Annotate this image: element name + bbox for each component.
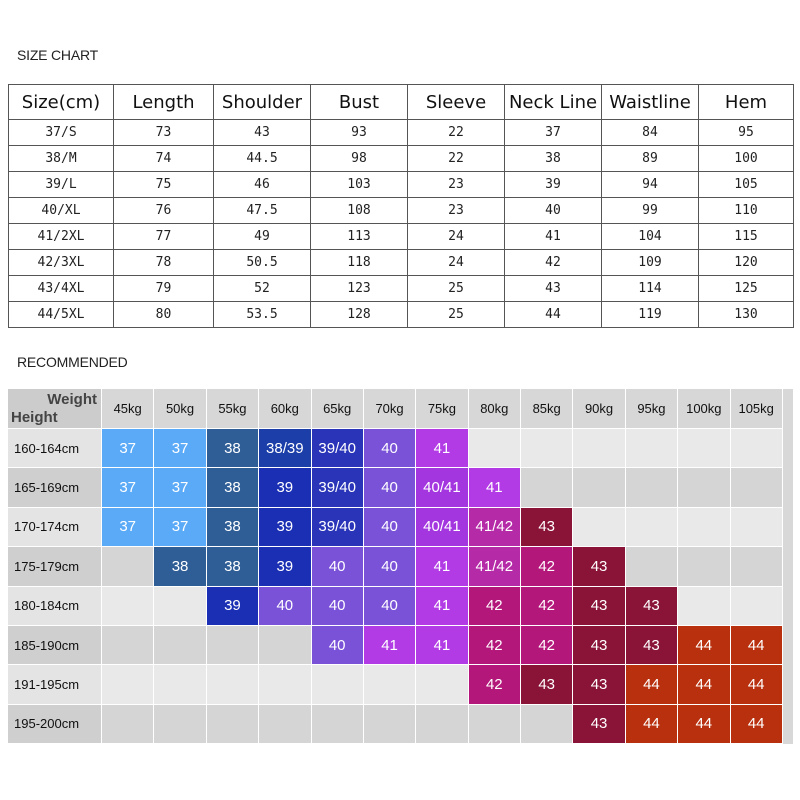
empty-cell [259,665,311,704]
height-header: 195-200cm [8,705,102,744]
size-chart-header: Length [114,85,214,120]
empty-cell [154,665,206,704]
size-cell: 38 [207,468,259,507]
size-cell: 42 [469,587,521,626]
empty-cell [469,429,521,468]
size-cell: 43 [626,587,678,626]
weight-header: 50kg [154,389,206,429]
height-axis-label: Height [11,409,58,426]
table-cell: 43 [214,120,311,146]
weight-header: 55kg [207,389,259,429]
size-cell: 43 [626,626,678,665]
size-cell: 40 [312,626,364,665]
table-cell: 89 [602,146,699,172]
empty-cell [573,508,625,547]
table-cell: 37 [505,120,602,146]
table-cell: 39/L [9,172,114,198]
table-cell: 110 [699,198,794,224]
table-cell: 114 [602,276,699,302]
size-cell: 44 [731,626,783,665]
size-cell: 41 [416,626,468,665]
empty-cell [207,665,259,704]
size-cell: 44 [731,705,783,744]
size-cell: 37 [154,508,206,547]
size-cell: 44 [678,665,730,704]
size-cell: 39 [259,547,311,586]
size-cell: 41 [416,429,468,468]
table-cell: 75 [114,172,214,198]
table-cell: 120 [699,250,794,276]
size-cell: 37 [102,429,154,468]
table-row [9,302,794,328]
table-cell: 44.5 [214,146,311,172]
size-cell: 44 [626,705,678,744]
empty-cell [469,705,521,744]
table-cell: 42/3XL [9,250,114,276]
height-header: 180-184cm [8,587,102,626]
empty-cell [731,468,783,507]
size-cell: 41 [416,587,468,626]
table-cell: 80 [114,302,214,328]
size-cell: 44 [626,665,678,704]
size-chart-body [9,120,794,328]
table-cell: 104 [602,224,699,250]
table-row [9,172,794,198]
empty-cell [731,587,783,626]
table-cell: 44/5XL [9,302,114,328]
size-chart-header: Shoulder [214,85,311,120]
empty-cell [102,587,154,626]
weight-header: 45kg [102,389,154,429]
table-cell: 109 [602,250,699,276]
empty-cell [312,705,364,744]
empty-cell [207,705,259,744]
empty-cell [416,705,468,744]
weight-header: 90kg [573,389,625,429]
size-cell: 42 [521,587,573,626]
table-cell: 37/S [9,120,114,146]
size-cell: 39 [207,587,259,626]
size-cell: 42 [521,547,573,586]
table-cell: 46 [214,172,311,198]
table-cell: 94 [602,172,699,198]
table-cell: 22 [408,146,505,172]
empty-cell [626,429,678,468]
size-cell: 40 [364,508,416,547]
height-header: 160-164cm [8,429,102,468]
table-cell: 128 [311,302,408,328]
table-cell: 123 [311,276,408,302]
size-cell: 43 [573,626,625,665]
table-cell: 73 [114,120,214,146]
empty-cell [678,508,730,547]
table-cell: 125 [699,276,794,302]
empty-cell [731,508,783,547]
size-cell: 40 [259,587,311,626]
empty-cell [102,665,154,704]
table-cell: 43 [505,276,602,302]
size-cell: 39 [259,508,311,547]
empty-cell [521,429,573,468]
table-row [9,198,794,224]
table-cell: 42 [505,250,602,276]
empty-cell [154,626,206,665]
size-cell: 41 [469,468,521,507]
table-cell: 95 [699,120,794,146]
height-header: 165-169cm [8,468,102,507]
empty-cell [207,626,259,665]
size-cell: 42 [469,626,521,665]
size-cell: 38 [207,429,259,468]
weight-header: 85kg [521,389,573,429]
size-cell: 41/42 [469,508,521,547]
table-cell: 74 [114,146,214,172]
empty-cell [102,626,154,665]
table-cell: 25 [408,276,505,302]
table-row [9,276,794,302]
weight-header: 100kg [678,389,730,429]
empty-cell [573,468,625,507]
empty-cell [731,547,783,586]
empty-cell [626,468,678,507]
table-cell: 76 [114,198,214,224]
height-header: 185-190cm [8,626,102,665]
size-cell: 40 [364,547,416,586]
table-cell: 53.5 [214,302,311,328]
table-cell: 23 [408,172,505,198]
table-cell: 40/XL [9,198,114,224]
size-cell: 43 [521,508,573,547]
size-cell: 40 [364,429,416,468]
empty-cell [364,705,416,744]
weight-header: 70kg [364,389,416,429]
size-cell: 43 [573,587,625,626]
size-chart-header: Sleeve [408,85,505,120]
empty-cell [259,626,311,665]
size-cell: 37 [154,468,206,507]
size-cell: 41 [416,547,468,586]
size-cell: 43 [573,665,625,704]
weight-axis-label: Weight [47,391,97,408]
empty-cell [364,665,416,704]
empty-cell [521,705,573,744]
size-cell: 40 [364,587,416,626]
empty-cell [678,587,730,626]
table-cell: 44 [505,302,602,328]
table-cell: 52 [214,276,311,302]
size-cell: 43 [521,665,573,704]
size-chart-header: Hem [699,85,794,120]
table-cell: 77 [114,224,214,250]
table-row [9,146,794,172]
table-cell: 49 [214,224,311,250]
empty-cell [416,665,468,704]
height-header: 191-195cm [8,665,102,704]
size-cell: 39/40 [312,468,364,507]
weight-header: 65kg [312,389,364,429]
table-cell: 43/4XL [9,276,114,302]
table-cell: 93 [311,120,408,146]
table-row [9,224,794,250]
size-cell: 38 [154,547,206,586]
table-cell: 98 [311,146,408,172]
size-cell: 40 [312,547,364,586]
size-cell: 42 [521,626,573,665]
table-cell: 100 [699,146,794,172]
table-cell: 23 [408,198,505,224]
size-cell: 43 [573,705,625,744]
table-cell: 25 [408,302,505,328]
weight-header: 80kg [469,389,521,429]
size-cell: 40/41 [416,468,468,507]
size-chart-title: SIZE CHART [17,47,98,63]
size-chart-header: Bust [311,85,408,120]
size-cell: 39/40 [312,508,364,547]
empty-cell [626,508,678,547]
size-cell: 41/42 [469,547,521,586]
table-row [9,250,794,276]
recommended-size-grid [8,389,793,744]
size-chart-table [8,84,794,328]
table-cell: 79 [114,276,214,302]
table-cell: 40 [505,198,602,224]
table-cell: 108 [311,198,408,224]
empty-cell [102,547,154,586]
size-chart-header-row [9,85,794,120]
empty-cell [521,468,573,507]
empty-cell [102,705,154,744]
size-cell: 38 [207,547,259,586]
empty-cell [731,429,783,468]
size-cell: 40 [364,468,416,507]
empty-cell [626,547,678,586]
size-cell: 43 [573,547,625,586]
table-cell: 50.5 [214,250,311,276]
table-row [9,120,794,146]
size-cell: 44 [678,626,730,665]
table-cell: 99 [602,198,699,224]
weight-header: 75kg [416,389,468,429]
table-cell: 24 [408,224,505,250]
table-cell: 38 [505,146,602,172]
table-cell: 38/M [9,146,114,172]
table-cell: 84 [602,120,699,146]
height-header: 170-174cm [8,508,102,547]
empty-cell [678,468,730,507]
table-cell: 22 [408,120,505,146]
table-cell: 47.5 [214,198,311,224]
empty-cell [678,429,730,468]
size-cell: 44 [731,665,783,704]
weight-header: 95kg [626,389,678,429]
empty-cell [154,587,206,626]
size-cell: 37 [102,468,154,507]
size-cell: 41 [364,626,416,665]
weight-header: 60kg [259,389,311,429]
empty-cell [312,665,364,704]
table-cell: 105 [699,172,794,198]
size-chart-header: Neck Line [505,85,602,120]
empty-cell [154,705,206,744]
table-cell: 130 [699,302,794,328]
size-cell: 44 [678,705,730,744]
empty-cell [678,547,730,586]
table-cell: 119 [602,302,699,328]
table-cell: 78 [114,250,214,276]
size-cell: 42 [469,665,521,704]
table-cell: 39 [505,172,602,198]
size-cell: 40/41 [416,508,468,547]
grid-corner [8,389,102,429]
weight-header: 105kg [731,389,783,429]
recommended-title: RECOMMENDED [17,354,128,370]
size-chart-header: Size(cm) [9,85,114,120]
table-cell: 118 [311,250,408,276]
size-cell: 38/39 [259,429,311,468]
size-cell: 37 [154,429,206,468]
table-cell: 24 [408,250,505,276]
size-chart-header: Waistline [602,85,699,120]
table-cell: 41/2XL [9,224,114,250]
size-cell: 38 [207,508,259,547]
empty-cell [573,429,625,468]
size-cell: 39 [259,468,311,507]
empty-cell [259,705,311,744]
size-cell: 39/40 [312,429,364,468]
size-cell: 37 [102,508,154,547]
table-cell: 115 [699,224,794,250]
table-cell: 113 [311,224,408,250]
table-cell: 103 [311,172,408,198]
size-cell: 40 [312,587,364,626]
height-header: 175-179cm [8,547,102,586]
table-cell: 41 [505,224,602,250]
